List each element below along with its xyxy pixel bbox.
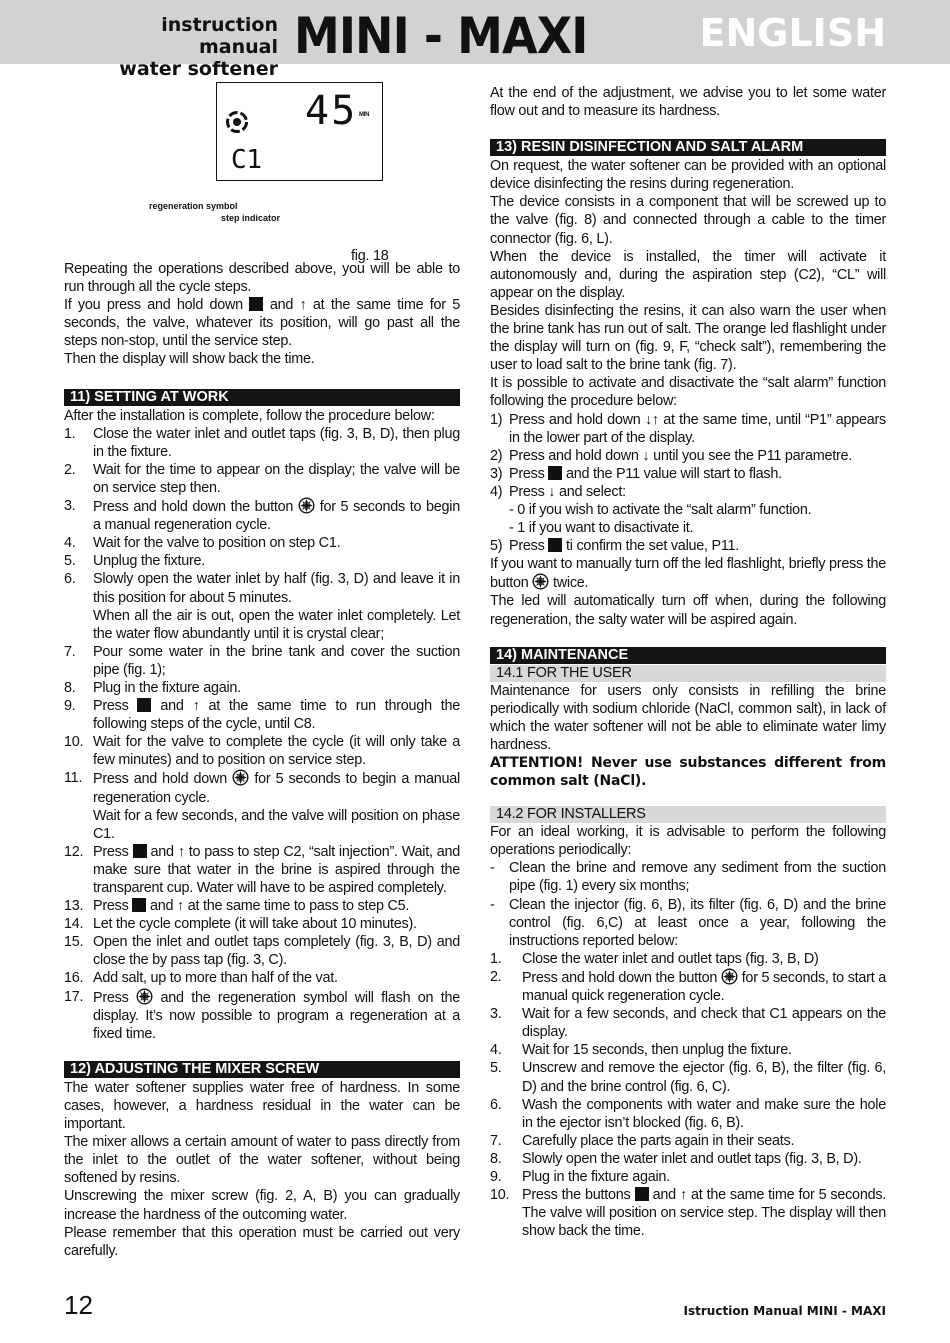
page-header — [0, 0, 950, 80]
display-unit: MIN — [359, 112, 370, 118]
lcd-display — [216, 82, 383, 181]
regeneration-button-icon — [298, 497, 315, 514]
list-item: 11. Press and hold down for 5 seconds to begin a manual regeneration cycle. Wait for a few seconds, and the valve will position on phase C1. — [64, 770, 461, 842]
list-item: 2. Press and hold down the button for 5 seconds, to start a manual quick regeneration cycle. — [490, 968, 886, 1005]
list-item: 3. Press and hold down the button for 5 seconds to begin a manual regeneration cycle. — [64, 498, 460, 534]
subsection-heading-14-2: 14.2 FOR INSTALLERS — [490, 806, 886, 823]
list-item: 8. Slowly open the water inlet and outlet taps (fig. 3, B, D). — [490, 1150, 862, 1167]
list-item: 15. Open the inlet and outlet taps completely (fig. 3, B, D) and close the by pass tap (fig. 3, C). — [64, 934, 460, 969]
regeneration-button-icon — [721, 968, 738, 985]
paragraph: For an ideal working, it is advisable to perform the following operations periodically: — [490, 824, 886, 859]
list-item: 6. Slowly open the water inlet by half (fig. 3, D) and leave it in this position for about 5 minutes. When all the air is out, open the water inlet completely. Let the water flow abundantly until it is crystal clear; — [64, 571, 460, 642]
section-heading-12: 12) ADJUSTING THE MIXER SCREW — [64, 1061, 460, 1078]
paragraph: After the installation is complete, follow the procedure below: — [64, 407, 435, 424]
paragraph: The led will automatically turn off when, during the following regeneration, the salty water will be aspired again. — [490, 593, 886, 628]
subsection-heading-14-1: 14.1 FOR THE USER — [490, 665, 886, 682]
list-item: 6. Wash the components with water and make sure the hole in the ejector isn’t blocked (fig. 6, B). — [490, 1096, 886, 1131]
setting-steps-list — [64, 425, 460, 1043]
paragraph: The device consists in a component that will be screwed up to the valve (fig. 8) and connected through a cable to the timer connector (fig. 6, L). — [490, 194, 886, 247]
paragraph: The water softener supplies water free of hardness. In some cases, however, a hardness residual in the water can be important. — [64, 1079, 460, 1133]
list-item: 13. Press and ↑ at the same time to pass to step C5. — [64, 898, 410, 915]
stop-square-icon — [548, 538, 562, 552]
list-item: 12. Press and ↑ to pass to step C2, “salt injection”. Wait, and make sure that water in the brine is aspired through the transparent cup. Water will have to be aspired completely. — [64, 843, 460, 896]
attention-note: ATTENTION! Never use substances different from common salt (NaCl). — [490, 755, 886, 790]
regeneration-button-icon — [532, 573, 549, 590]
footer-text: Istruction Manual MINI - MAXI — [683, 1304, 886, 1318]
display-figure — [64, 82, 460, 264]
page-number: 12 — [64, 1290, 93, 1320]
paragraph: Repeating the operations described above, you will be able to run through all the cycle steps. — [64, 261, 460, 296]
paragraph: The mixer allows a certain amount of water to pass directly from the inlet to the outlet of the water softener, without being softened by resins. — [64, 1134, 460, 1187]
list-item: 17. Press and the regeneration symbol will flash on the display. It’s now possible to program a regeneration at a fixed time. — [64, 988, 461, 1042]
display-step: C1 — [231, 145, 262, 175]
paragraph: Please remember that this operation must be carried out very carefully. — [64, 1224, 460, 1259]
paragraph: At the end of the adjustment, we advise you to let some water flow out and to measure its hardness. — [490, 85, 886, 120]
list-item: 1. Close the water inlet and outlet taps (fig. 3, B, D), then plug in the fixture. — [64, 425, 460, 460]
list-item: 1) Press and hold down ↓↑ at the same time, until “P1” appears in the lower part of the display. — [490, 411, 886, 446]
dash-list — [490, 859, 886, 949]
figure-caption: fig. 18 — [351, 248, 389, 264]
list-item: 16. Add salt, up to more than half of the vat. — [64, 970, 338, 987]
left-column — [64, 82, 460, 1260]
paragraph: If you press and hold down and ↑ at the same time for 5 seconds, the valve, whatever its position, will go past all the steps non-stop, until the service step. — [64, 297, 460, 350]
stop-square-icon — [635, 1187, 649, 1201]
list-item: 2. Wait for the time to appear on the display; the valve will be on service step then. — [64, 461, 460, 496]
paragraph: Maintenance for users only consists in refilling the brine periodically with sodium chloride (NaCl, common salt), in lack of which the water softener will not be able to eliminate water limy hardness. — [490, 682, 886, 753]
list-item: 9. Press and ↑ at the same time to run through the following steps of the cycle, until C8. — [64, 698, 461, 733]
section-heading-11: 11) SETTING AT WORK — [64, 389, 460, 406]
regeneration-button-icon — [232, 769, 249, 786]
header-title: MINI - MAXI — [294, 7, 588, 65]
list-item: 5. Unplug the fixture. — [64, 553, 206, 570]
stop-square-icon — [133, 844, 147, 858]
list-item: 5. Unscrew and remove the ejector (fig. 6, B), the filter (fig. 6, D) and the brine control (fig. 6, C). — [490, 1060, 886, 1095]
subtitle-line-2: water softener — [119, 58, 278, 80]
list-item: 4. Wait for the valve to position on step C1. — [64, 535, 341, 552]
list-item: 3) Press and the P11 value will start to flash. — [490, 465, 782, 482]
list-item: 4. Wait for 15 seconds, then unplug the fixture. — [490, 1042, 792, 1059]
paragraph: When the device is installed, the timer will activate it autonomously and, during the aspiration step (C2), “CL” will appear on the display. — [490, 248, 886, 301]
list-item: 7. Carefully place the parts again in their seats. — [490, 1132, 795, 1149]
right-column — [490, 84, 886, 1240]
label-step-indicator: step indicator — [221, 213, 281, 223]
list-item: 5) Press ti confirm the set value, P11. — [490, 538, 740, 555]
stop-square-icon — [249, 297, 263, 311]
paragraph: It is possible to activate and disactivate the “salt alarm” function following the procedure below: — [490, 375, 886, 410]
list-item: 1. Close the water inlet and outlet taps (fig. 3, B, D) — [490, 950, 819, 967]
list-item: - Clean the brine and remove any sediment from the suction pipe (fig. 1) every six months; — [490, 860, 886, 895]
regeneration-button-icon — [136, 988, 153, 1005]
list-item: 10. Wait for the valve to complete the cycle (it will only take a few minutes) and to position on service step. — [64, 734, 460, 769]
list-item: 4) Press ↓ and select: - 0 if you wish to activate the “salt alarm” function. - 1 if you want to disactivate it. — [490, 483, 812, 537]
paragraph: Unscrewing the mixer screw (fig. 2, A, B) you can gradually increase the hardness of the outcoming water. — [64, 1188, 460, 1223]
label-regeneration-symbol: regeneration symbol — [149, 201, 238, 211]
regeneration-symbol-icon — [225, 110, 249, 134]
subtitle-line-1: instruction manual — [161, 14, 278, 58]
display-digits: 45 — [305, 88, 358, 134]
paragraph: If you want to manually turn off the led flashlight, briefly press the button twice. — [490, 556, 886, 592]
salt-alarm-steps — [490, 411, 886, 556]
maintenance-steps — [490, 950, 886, 1241]
paragraph: Besides disinfecting the resins, it can also warn the user when the brine tank has run out of salt. The orange led flashlight under the display will turn on (fig. 9, F, “check salt”), remembering the user to load salt to the brine tank (fig. 7). — [490, 302, 886, 374]
list-item: 14. Let the cycle complete (it will take about 10 minutes). — [64, 916, 417, 933]
list-item: 2) Press and hold down ↓ until you see the P11 parametre. — [490, 447, 853, 464]
paragraph: Then the display will show back the time. — [64, 351, 315, 368]
section-heading-13: 13) RESIN DISINFECTION AND SALT ALARM — [490, 139, 886, 156]
list-item: 8. Plug in the fixture again. — [64, 679, 241, 696]
paragraph: On request, the water softener can be provided with an optional device disinfecting the resins during regeneration. — [490, 158, 886, 193]
section-heading-14: 14) MAINTENANCE — [490, 647, 886, 664]
stop-square-icon — [132, 898, 146, 912]
stop-square-icon — [137, 698, 151, 712]
list-item: 3. Wait for a few seconds, and check that C1 appears on the display. — [490, 1006, 886, 1041]
stop-square-icon — [548, 466, 562, 480]
list-item: 10. Press the buttons and ↑ at the same time for 5 seconds. The valve will position on service step. The display will then show back the time. — [490, 1187, 887, 1240]
list-item: 7. Pour some water in the brine tank and cover the suction pipe (fig. 1); — [64, 643, 460, 678]
list-item: - Clean the injector (fig. 6, B), its filter (fig. 6, D) and the brine control (fig. 6,C) at least once a year, following the instructions reported below: — [490, 896, 886, 949]
header-language: ENGLISH — [699, 11, 886, 55]
list-item: 9. Plug in the fixture again. — [490, 1168, 670, 1185]
header-subtitle — [78, 14, 278, 80]
